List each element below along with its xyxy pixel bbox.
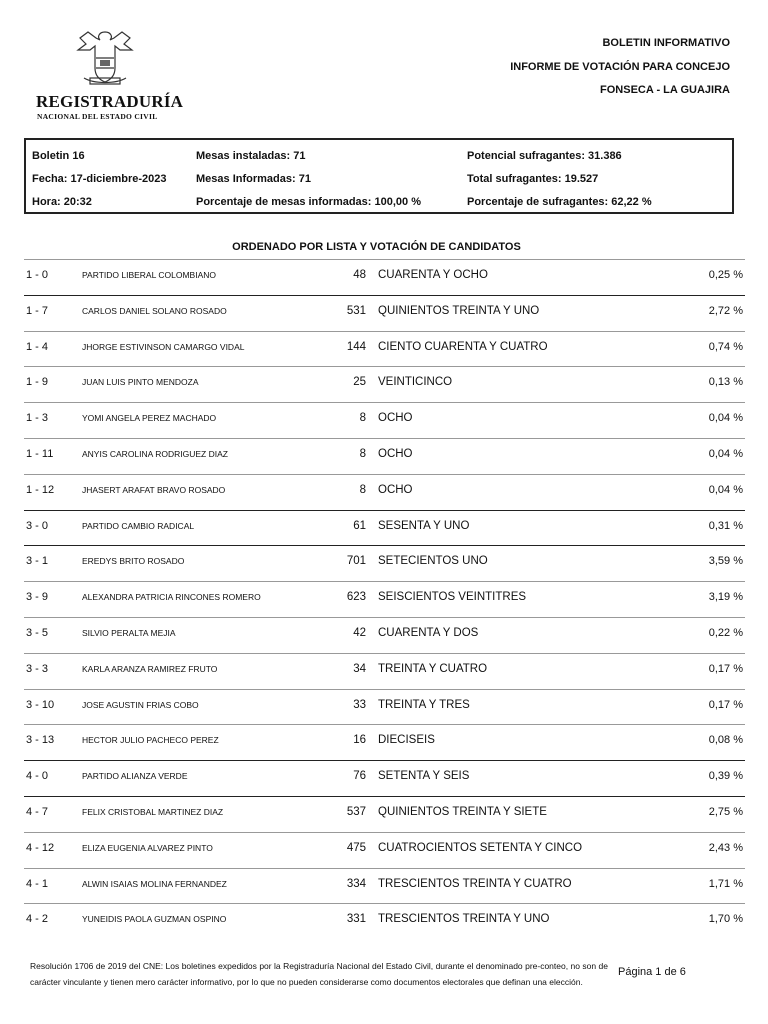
list-code: 4 - 0 (26, 770, 49, 783)
list-code: 4 - 1 (26, 877, 49, 890)
vote-count: 34 (353, 662, 366, 675)
candidate-name: ALWIN ISAIAS MOLINA FERNANDEZ (82, 878, 227, 889)
vote-count-words: TRESCIENTOS TREINTA Y UNO (378, 913, 550, 926)
list-code: 1 - 9 (26, 376, 49, 389)
vote-count-words: SETENTA Y SEIS (378, 770, 470, 783)
list-code: 3 - 13 (26, 734, 55, 747)
vote-count: 144 (346, 340, 366, 353)
total-voters: Total sufragantes: 19.527 (467, 173, 599, 185)
list-code: 4 - 2 (26, 913, 49, 926)
candidate-name: YOMI ANGELA PEREZ MACHADO (82, 413, 217, 424)
logo-subtitle: NACIONAL DEL ESTADO CIVIL (37, 112, 158, 121)
list-code: 3 - 1 (26, 555, 49, 568)
voter-turnout-percent: Porcentaje de sufragantes: 62,22 % (467, 196, 652, 208)
vote-count: 8 (359, 447, 366, 460)
vote-count: 334 (346, 877, 366, 890)
bulletin-time: Hora: 20:32 (32, 196, 92, 208)
candidate-row (24, 581, 745, 617)
candidate-name: ALEXANDRA PATRICIA RINCONES ROMERO (82, 592, 261, 603)
list-code: 3 - 10 (26, 698, 55, 711)
candidate-name: KARLA ARANZA RAMIREZ FRUTO (82, 663, 218, 674)
vote-percent: 0,13 % (708, 376, 743, 389)
bulletin-info-box (24, 138, 734, 214)
candidate-name: YUNEIDIS PAOLA GUZMAN OSPINO (82, 914, 227, 925)
candidate-row (24, 438, 745, 474)
vote-count: 537 (346, 805, 366, 818)
vote-count-words: CUARENTA Y DOS (378, 626, 479, 639)
list-code: 1 - 7 (26, 304, 49, 317)
vote-percent: 0,74 % (708, 340, 743, 353)
potential-voters: Potencial sufragantes: 31.386 (467, 150, 622, 162)
list-code: 1 - 4 (26, 340, 49, 353)
vote-percent: 0,17 % (708, 698, 743, 711)
candidate-name: ELIZA EUGENIA ALVAREZ PINTO (82, 842, 213, 853)
tables-reported: Mesas Informadas: 71 (196, 173, 311, 185)
vote-count-words: TREINTA Y TRES (378, 698, 470, 711)
vote-count-words: OCHO (378, 412, 413, 425)
report-type: BOLETIN INFORMATIVO (602, 37, 730, 49)
candidate-row (24, 295, 745, 331)
candidate-row (24, 653, 745, 689)
list-code: 3 - 9 (26, 591, 49, 604)
candidate-row (24, 545, 745, 581)
candidate-name: ANYIS CAROLINA RODRIGUEZ DIAZ (82, 448, 228, 459)
candidate-row (24, 474, 745, 510)
vote-percent: 0,08 % (708, 734, 743, 747)
legal-disclaimer: Resolución 1706 de 2019 del CNE: Los boletines expedidos por la Registraduría Nacional del Estado Civil, durante el denominado pre-conteo, no son de carácter vinculante y tienen mero carácter informativo, por lo que no pueden considerarse como documentos electorales que definan una elección. (30, 961, 608, 987)
list-code: 1 - 0 (26, 269, 49, 281)
bulletin-date: Fecha: 17-diciembre-2023 (32, 173, 167, 185)
candidate-row (24, 796, 745, 832)
candidate-row (24, 402, 745, 438)
vote-count: 76 (353, 770, 366, 783)
vote-count: 331 (346, 913, 366, 926)
coat-of-arms-icon (66, 28, 144, 90)
vote-count: 475 (346, 841, 366, 854)
vote-percent: 3,59 % (708, 555, 743, 568)
candidate-name: JUAN LUIS PINTO MENDOZA (82, 377, 199, 388)
vote-count: 8 (359, 483, 366, 496)
vote-count: 8 (359, 412, 366, 425)
party-name: PARTIDO ALIANZA VERDE (82, 771, 188, 782)
candidate-row (24, 868, 745, 904)
candidate-name: JHORGE ESTIVINSON CAMARGO VIDAL (82, 341, 245, 352)
list-code: 1 - 12 (26, 483, 55, 496)
logo-name: REGISTRADURÍA (36, 92, 184, 111)
vote-percent: 2,43 % (708, 841, 743, 854)
vote-count-words: DIECISEIS (378, 734, 435, 747)
vote-percent: 0,04 % (708, 412, 743, 425)
vote-count-words: OCHO (378, 447, 413, 460)
candidate-row (24, 331, 745, 367)
candidate-name: HECTOR JULIO PACHECO PEREZ (82, 735, 219, 746)
vote-count-words: CIENTO CUARENTA Y CUATRO (378, 340, 548, 353)
vote-count: 25 (353, 376, 366, 389)
party-row (24, 510, 745, 546)
candidate-row (24, 903, 745, 939)
vote-count-words: TREINTA Y CUATRO (378, 662, 488, 675)
candidate-row (24, 617, 745, 653)
vote-percent: 0,17 % (708, 662, 743, 675)
vote-count: 33 (353, 698, 366, 711)
tables-reported-percent: Porcentaje de mesas informadas: 100,00 % (196, 196, 421, 208)
vote-count: 48 (353, 269, 366, 281)
list-code: 3 - 5 (26, 626, 49, 639)
candidate-name: JHASERT ARAFAT BRAVO ROSADO (82, 484, 226, 495)
vote-count-words: CUATROCIENTOS SETENTA Y CINCO (378, 841, 583, 854)
section-title: ORDENADO POR LISTA Y VOTACIÓN DE CANDIDATOS (232, 241, 521, 253)
list-code: 1 - 3 (26, 412, 49, 425)
results-table (24, 259, 745, 939)
vote-percent: 2,75 % (708, 805, 743, 818)
vote-count-words: VEINTICINCO (378, 376, 453, 389)
candidate-row (24, 724, 745, 760)
vote-percent: 2,72 % (708, 304, 743, 317)
vote-count-words: OCHO (378, 483, 413, 496)
vote-percent: 0,25 % (708, 269, 743, 281)
candidate-name: CARLOS DANIEL SOLANO ROSADO (82, 305, 227, 316)
candidate-name: JOSE AGUSTIN FRIAS COBO (82, 699, 199, 710)
vote-count: 61 (353, 519, 366, 532)
vote-count: 42 (353, 626, 366, 639)
bulletin-number: Boletin 16 (32, 150, 85, 162)
registraduria-logo (36, 28, 184, 124)
vote-count: 623 (346, 591, 366, 604)
vote-count-words: SEISCIENTOS VEINTITRES (378, 591, 527, 604)
vote-count-words: SESENTA Y UNO (378, 519, 470, 532)
vote-percent: 0,39 % (708, 770, 743, 783)
vote-count-words: QUINIENTOS TREINTA Y UNO (378, 304, 540, 317)
vote-percent: 0,04 % (708, 447, 743, 460)
tables-installed: Mesas instaladas: 71 (196, 150, 306, 162)
page-number: Página 1 de 6 (618, 966, 686, 978)
vote-percent: 1,70 % (708, 913, 743, 926)
vote-count-words: TRESCIENTOS TREINTA Y CUATRO (378, 877, 572, 890)
report-title: INFORME DE VOTACIÓN PARA CONCEJO (510, 60, 730, 73)
party-name: PARTIDO LIBERAL COLOMBIANO (82, 270, 216, 280)
candidate-name: SILVIO PERALTA MEJIA (82, 627, 176, 638)
party-name: PARTIDO CAMBIO RADICAL (82, 520, 195, 531)
report-header (510, 32, 730, 103)
list-code: 3 - 0 (26, 519, 49, 532)
vote-percent: 3,19 % (708, 591, 743, 604)
vote-percent: 0,22 % (708, 626, 743, 639)
candidate-row (24, 689, 745, 725)
list-code: 4 - 7 (26, 805, 49, 818)
vote-count-words: QUINIENTOS TREINTA Y SIETE (378, 805, 547, 818)
candidate-name: FELIX CRISTOBAL MARTINEZ DIAZ (82, 806, 224, 817)
vote-percent: 0,31 % (708, 519, 743, 532)
party-row (24, 259, 745, 295)
vote-count: 701 (346, 555, 366, 568)
vote-count-words: SETECIENTOS UNO (378, 555, 488, 568)
candidate-row (24, 832, 745, 868)
party-row (24, 760, 745, 796)
candidate-row (24, 366, 745, 402)
vote-count: 16 (353, 734, 366, 747)
candidate-name: EREDYS BRITO ROSADO (82, 556, 185, 567)
vote-percent: 1,71 % (708, 877, 743, 890)
vote-percent: 0,04 % (708, 483, 743, 496)
list-code: 1 - 11 (26, 447, 54, 460)
report-location: FONSECA - LA GUAJIRA (600, 84, 730, 96)
vote-count: 531 (346, 304, 366, 317)
list-code: 3 - 3 (26, 662, 49, 675)
vote-count-words: CUARENTA Y OCHO (378, 269, 488, 281)
list-code: 4 - 12 (26, 841, 55, 854)
